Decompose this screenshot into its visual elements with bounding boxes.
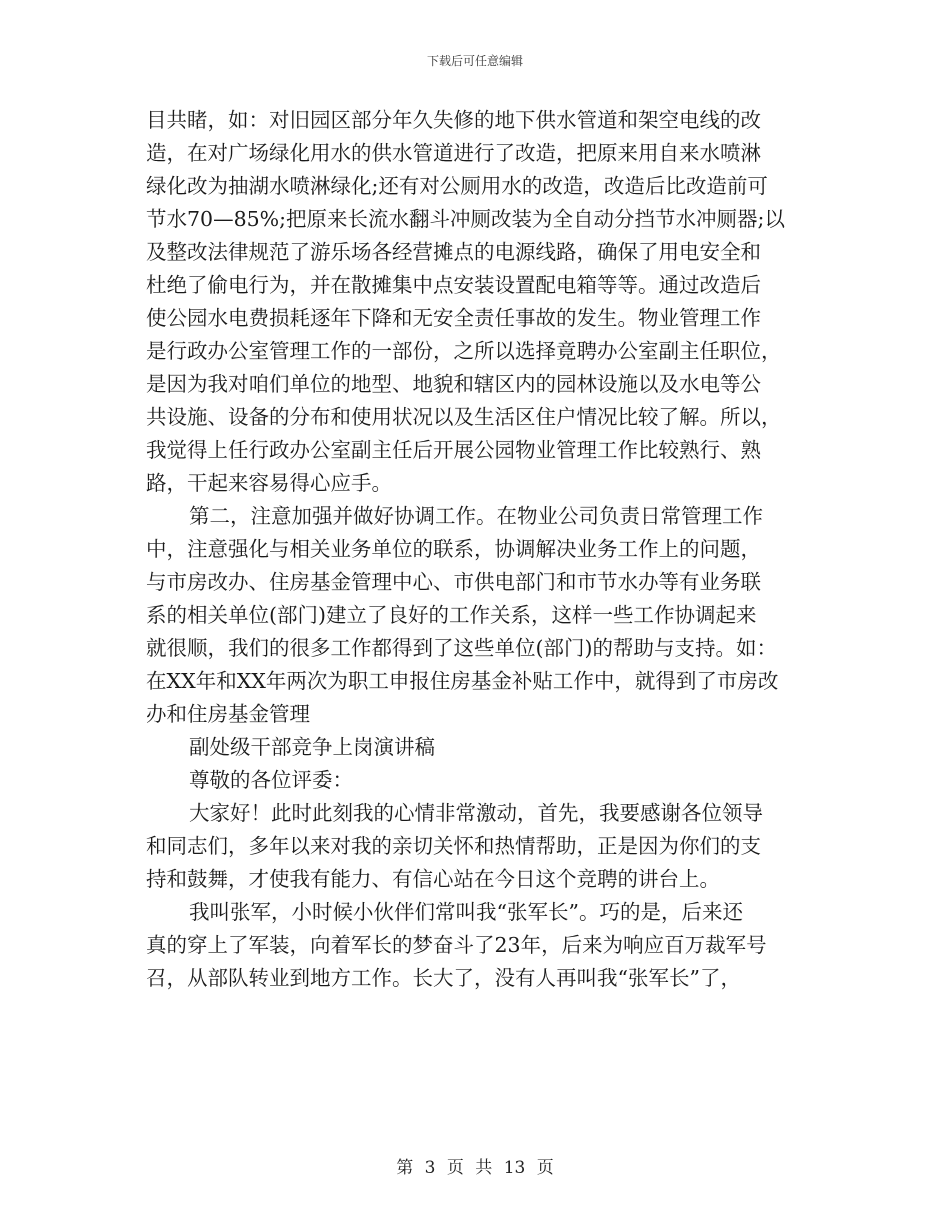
text-line: 我叫张军，小时候小伙伴们常叫我“张军长”。巧的是，后来还: [189, 900, 743, 924]
text-line: 共设施、设备的分布和使用状况以及生活区住户情况比较了解。所以，: [146, 405, 782, 429]
text-line: 副处级干部竞争上岗演讲稿: [189, 735, 435, 759]
text-line: 节水70—85%;把原来长流水翻斗冲厕改装为全自动分挡节水冲厕器;以: [146, 207, 785, 231]
text-line: 是行政办公室管理工作的一部份，之所以选择竟聘办公室副主任职位，: [146, 339, 782, 363]
text-line: 办和住房基金管理: [146, 702, 310, 726]
text-line: 持和鼓舞，才使我有能力、有信心站在今日这个竞聘的讲台上。: [146, 867, 720, 891]
text-line: 在XX年和XX年两次为职工申报住房基金补贴工作中，就得到了市房改: [146, 669, 779, 693]
text-line: 我觉得上任行政办公室副主任后开展公园物业管理工作比较熟行、熟: [146, 438, 761, 462]
text-line: 系的相关单位(部门)建立了良好的工作关系，这样一些工作协调起来: [146, 603, 757, 627]
text-line: 绿化改为抽湖水喷淋绿化;还有对公厕用水的改造，改造后比改造前可: [146, 174, 768, 198]
text-line: 和同志们，多年以来对我的亲切关怀和热情帮助，正是因为你们的支: [146, 834, 761, 858]
text-line: 是因为我对咱们单位的地型、地貌和辖区内的园林设施以及水电等公: [146, 372, 761, 396]
text-line: 使公园水电费损耗逐年下降和无安全责任事故的发生。物业管理工作: [146, 306, 761, 330]
text-line: 尊敬的各位评委：: [189, 768, 353, 792]
text-line: 召，从部队转业到地方工作。长大了，没有人再叫我“张军长”了，: [146, 966, 741, 990]
page-footer: 第 3 页 共 13 页: [396, 1158, 554, 1178]
text-line: 中，注意强化与相关业务单位的联系，协调解决业务工作上的问题，: [146, 537, 761, 561]
text-line: 杜绝了偷电行为，并在散摊集中点安装设置配电箱等等。通过改造后: [146, 273, 761, 297]
text-line: 大家好！此时此刻我的心情非常激动，首先，我要感谢各位领导: [189, 801, 763, 825]
document-body: [146, 104, 826, 995]
text-line: 就很顺，我们的很多工作都得到了这些单位(部门)的帮助与支持。如：: [146, 636, 777, 660]
text-line: 与市房改办、住房基金管理中心、市供电部门和市节水办等有业务联: [146, 570, 761, 594]
text-line: 第二，注意加强并做好协调工作。在物业公司负责日常管理工作: [189, 504, 763, 528]
text-line: 目共睹，如：对旧园区部分年久失修的地下供水管道和架空电线的改: [146, 108, 761, 132]
text-line: 及整改法律规范了游乐场各经营摊点的电源线路，确保了用电安全和: [146, 240, 761, 264]
text-line: 造，在对广场绿化用水的供水管道进行了改造，把原来用自来水喷淋: [146, 141, 761, 165]
page-header: 下载后可任意编辑: [426, 54, 523, 68]
text-line: 真的穿上了军装，向着军长的梦奋斗了23年，后来为响应百万裁军号: [146, 933, 767, 957]
text-line: 路，干起来容易得心应手。: [146, 471, 392, 495]
